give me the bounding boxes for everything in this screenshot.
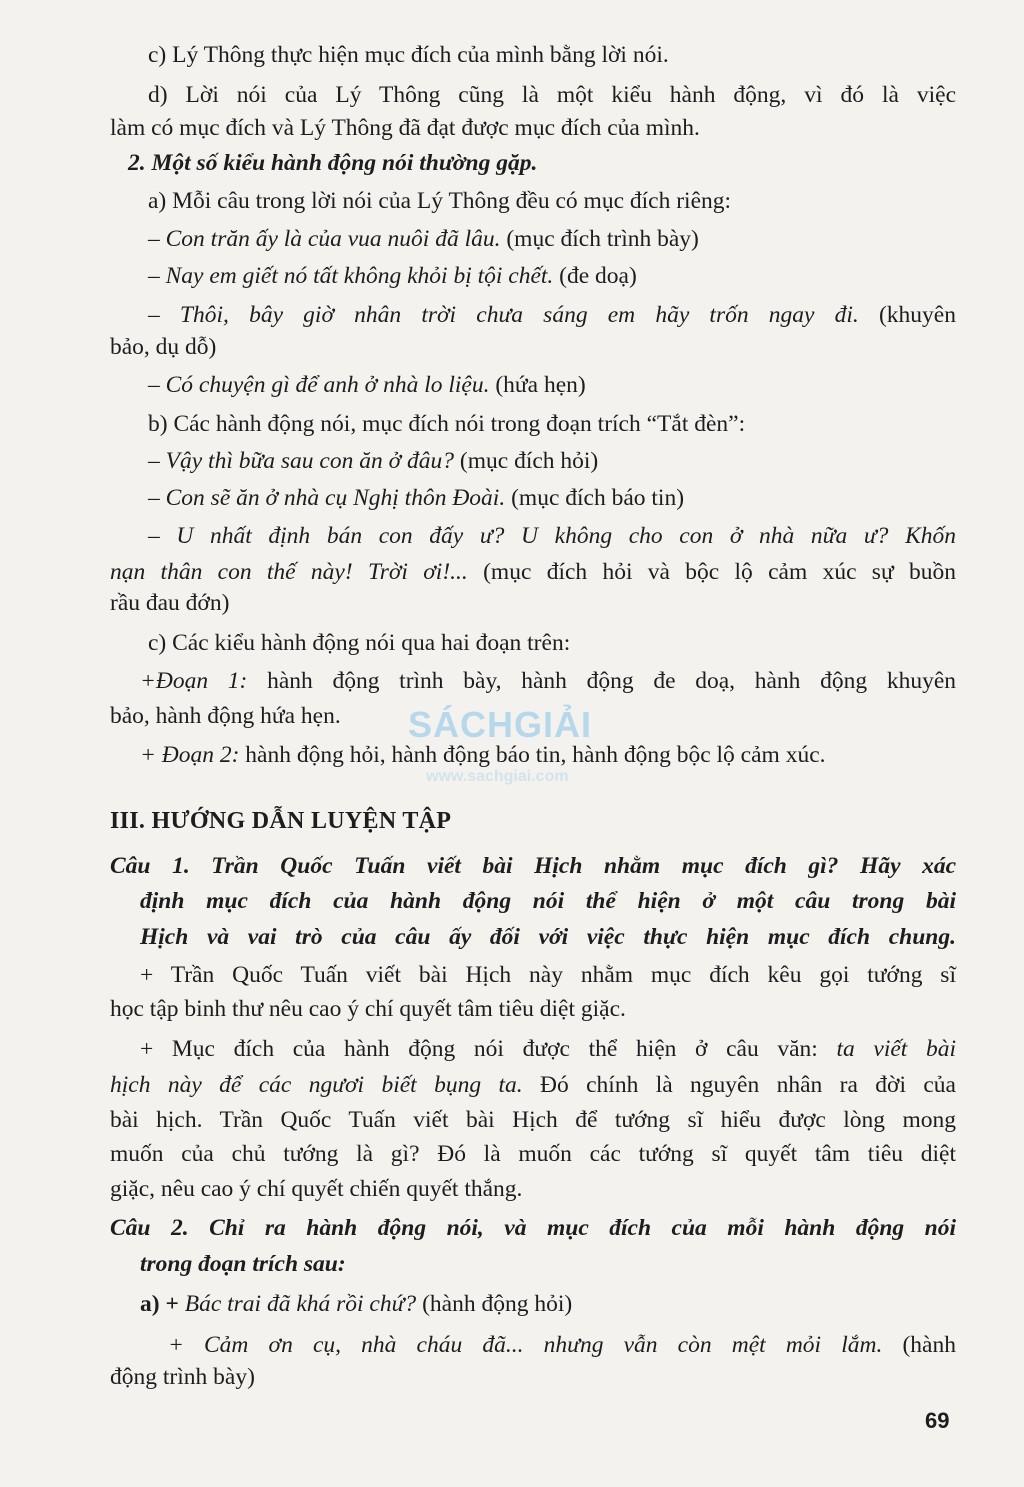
quote-text: nạn thân con thế này! Trời ơi!... (110, 559, 468, 585)
watermark (408, 698, 638, 785)
answer-1-line-6: muốn của chủ tướng là gì? Đó là muốn các tướng sĩ quyết tâm tiêu diệt (110, 1141, 956, 1167)
quote-text: – Có chuyện gì để anh ở nhà lo liệu. (148, 372, 490, 398)
paragraph-1-cont: bảo, hành động hứa hẹn. (110, 703, 341, 729)
answer-1-line-1: + Trần Quốc Tuấn viết bài Hịch này nhằm mục đích kêu gọi tướng sĩ (140, 962, 956, 988)
line-d-cont: làm có mục đích và Lý Thông đã đạt được mục đích của mình. (110, 115, 700, 141)
quote-purpose: (mục đích báo tin) (505, 485, 685, 511)
page-number: 69 (925, 1408, 950, 1433)
answer-text: Đó chính là nguyên nhân ra đời của (522, 1072, 956, 1098)
paragraph-text: hành động hỏi, hành động báo tin, hành động bộc lộ cảm xúc. (239, 742, 826, 768)
quote-line-3-cont: bảo, dụ dỗ) (110, 334, 217, 360)
quote-text: – Con trăn ấy là của vua nuôi đã lâu. (148, 226, 501, 252)
question-1-line-2: định mục đích của hành động nói thể hiện ở một câu trong bài (140, 888, 956, 914)
quote-text: – Thôi, bây giờ nhân trời chưa sáng em hãy trốn ngay đi. (148, 302, 859, 328)
answer-1-line-3 (140, 1034, 956, 1064)
paragraph-label: + Đoạn 2: (140, 742, 240, 768)
question-2-line-2: trong đoạn trích sau: (140, 1251, 346, 1277)
answer-2a-line-2 (168, 1330, 956, 1360)
quote-text: – Vậy thì bữa sau con ăn ở đâu? (148, 448, 455, 474)
quote-purpose: (mục đích trình bày) (500, 226, 699, 252)
quote-purpose: (khuyên (858, 302, 956, 328)
quote-line-5 (148, 446, 598, 476)
answer-quote: + Cảm ơn cụ, nhà cháu đã... nhưng vẫn còn mệt mỏi lắm. (168, 1332, 883, 1358)
answer-1-line-5: bài hịch. Trần Quốc Tuấn viết bài Hịch để tướng sĩ hiểu được lòng mong (110, 1107, 956, 1133)
quote-line-7: – U nhất định bán con đấy ư? U không cho con ở nhà nữa ư? Khốn (148, 523, 956, 549)
answer-2a-line-1 (140, 1289, 572, 1319)
watermark-url: www.sachgiai.com (426, 768, 569, 785)
answer-text: + Mục đích của hành động nói được thể hiện ở câu văn: (140, 1036, 837, 1062)
quote-line-1 (148, 224, 699, 254)
line-2a: a) Mỗi câu trong lời nói của Lý Thông đều có mục đích riêng: (148, 188, 732, 214)
paragraph-label: +Đoạn 1: (140, 668, 248, 694)
paragraph-1-line (140, 666, 956, 696)
question-2-line-1: Câu 2. Chỉ ra hành động nói, và mục đích của mỗi hành động nói (110, 1215, 956, 1241)
quote-text: – Nay em giết nó tất không khỏi bị tội chết. (148, 263, 554, 289)
line-d: d) Lời nói của Lý Thông cũng là một kiểu hành động, vì đó là việc (148, 82, 956, 108)
item-label: a) + (140, 1291, 185, 1317)
answer-1-line-4 (110, 1070, 956, 1100)
answer-2a-line-3: động trình bày) (110, 1364, 255, 1390)
answer-1-line-2: học tập binh thư nêu cao ý chí quyết tâm tiêu diệt giặc. (110, 996, 626, 1022)
answer-quote: hịch này để các ngươi biết bụng ta. (110, 1072, 523, 1098)
answer-1-line-7: giặc, nêu cao ý chí quyết chiến quyết thắng. (110, 1176, 523, 1202)
quote-line-4 (148, 370, 586, 400)
answer-quote: ta viết bài (836, 1036, 956, 1062)
quote-line-2 (148, 261, 637, 291)
quote-purpose: (mục đích hỏi và bộc lộ cảm xúc sự buồn (467, 559, 956, 585)
paragraph-text: hành động trình bày, hành động đe doạ, hành động khuyên (247, 668, 957, 694)
quote-text: – Con sẽ ăn ở nhà cụ Nghị thôn Đoài. (148, 485, 506, 511)
quote-line-3 (148, 300, 956, 330)
quote-line-7-cont (110, 557, 956, 587)
watermark-brand: SÁCHGIẢI (408, 704, 593, 745)
section-2-heading: 2. Một số kiểu hành động nói thường gặp. (128, 150, 538, 176)
quote-purpose: (hứa hẹn) (489, 372, 586, 398)
answer-quote: Bác trai đã khá rồi chứ? (184, 1291, 417, 1317)
quote-purpose: (mục đích hỏi) (454, 448, 599, 474)
line-2b: b) Các hành động nói, mục đích nói trong đoạn trích “Tắt đèn”: (148, 411, 746, 437)
line-c: c) Lý Thông thực hiện mục đích của mình bằng lời nói. (148, 42, 669, 68)
line-2c: c) Các kiểu hành động nói qua hai đoạn trên: (148, 630, 571, 656)
question-1-line-1: Câu 1. Trần Quốc Tuấn viết bài Hịch nhằm mục đích gì? Hãy xác (110, 853, 956, 879)
answer-text: (hành động hỏi) (416, 1291, 573, 1317)
quote-purpose: (đe doạ) (553, 263, 637, 289)
answer-text: (hành (882, 1332, 956, 1358)
section-iii-heading: III. HƯỚNG DẪN LUYỆN TẬP (110, 808, 452, 834)
question-1-line-3: Hịch và vai trò của câu ấy đối với việc thực hiện mục đích chung. (140, 924, 956, 950)
quote-line-6 (148, 483, 684, 513)
quote-line-7-end: rầu đau đớn) (110, 590, 230, 616)
